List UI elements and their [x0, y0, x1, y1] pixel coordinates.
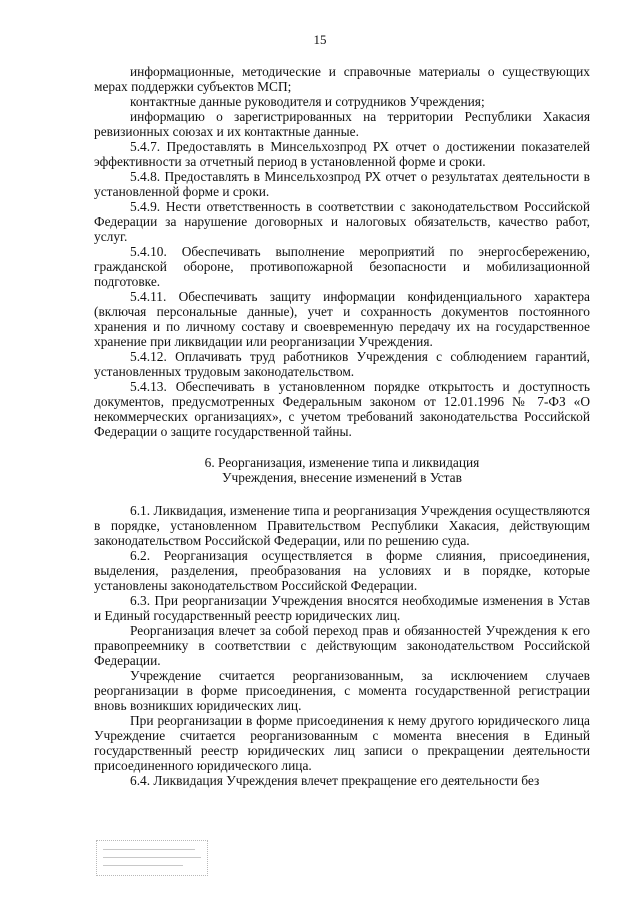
section-heading-line-2: Учреждения, внесение изменений в Устав	[222, 470, 462, 485]
section-paragraph: 6.4. Ликвидация Учреждения влечет прекращение его деятельности без	[130, 773, 540, 788]
paragraph: 5.4.12. Оплачивать труд работников Учреждения с соблюдением гарантий, установленных трудовым законодательством.	[94, 349, 590, 379]
faint-stamp	[96, 840, 208, 876]
section-paragraph: 6.1. Ликвидация, изменение типа и реорганизация Учреждения осуществляются в порядке, установленном Правительством Республики Хакасия, действующим законодательством Российской Федерации, или по решению суда.	[94, 503, 590, 548]
section-paragraph: Реорганизация влечет за собой переход прав и обязанностей Учреждения к его правопреемнику в соответствии с действующим законодательством Российской Федерации.	[94, 623, 590, 668]
section-paragraph: Учреждение считается реорганизованным, за исключением случаев реорганизации в форме присоединения, с момента государственной регистрации вновь возникших юридических лиц.	[94, 668, 590, 713]
section-paragraph: 6.2. Реорганизация осуществляется в форме слияния, присоединения, выделения, разделения, преобразования на условиях и в порядке, которые установлены законодательством Российской Федерации.	[94, 548, 590, 593]
paragraph: информационные, методические и справочные материалы о существующих мерах поддержки субъектов МСП;	[94, 64, 590, 94]
paragraph: 5.4.10. Обеспечивать выполнение мероприятий по энергосбережению, гражданской обороне, противопожарной безопасности и мобилизационной подготовке.	[94, 244, 590, 289]
section-paragraph: При реорганизации в форме присоединения к нему другого юридического лица Учреждение считается реорганизованным с момента внесения в Единый государственный реестр юридических лиц записи о прекращении деятельности присоединенного юридического лица.	[94, 713, 590, 773]
document-body	[94, 64, 590, 788]
paragraph: 5.4.7. Предоставлять в Минсельхозпрод РХ отчет о достижении показателей эффективности за отчетный период в установленной форме и сроки.	[94, 139, 590, 169]
section-heading-line-1: 6. Реорганизация, изменение типа и ликвидация	[204, 455, 480, 470]
section-heading	[94, 455, 590, 485]
paragraph: 5.4.11. Обеспечивать защиту информации конфиденциального характера (включая персональные данные), учет и сохранность документов постоянного хранения и по личному составу и своевременную передачу их на государственное хранение при ликвидации или реорганизации Учреждения.	[94, 289, 590, 349]
paragraph: 5.4.8. Предоставлять в Минсельхозпрод РХ отчет о результатах деятельности в установленной форме и сроки.	[94, 169, 590, 199]
paragraph: информацию о зарегистрированных на территории Республики Хакасия ревизионных союзах и их контактные данные.	[94, 109, 590, 139]
paragraph: контактные данные руководителя и сотрудников Учреждения;	[130, 94, 485, 109]
paragraph: 5.4.9. Нести ответственность в соответствии с законодательством Российской Федерации за нарушение договорных и налоговых обязательств, качество работ, услуг.	[94, 199, 590, 244]
page-number: 15	[313, 32, 327, 47]
section-paragraph: 6.3. При реорганизации Учреждения вносятся необходимые изменения в Устав и Единый государственный реестр юридических лиц.	[94, 593, 590, 623]
paragraph: 5.4.13. Обеспечивать в установленном порядке открытость и доступность документов, предусмотренных Федеральным законом от 12.01.1996 № 7-ФЗ «О некоммерческих организациях», с учетом требований законодательства Российской Федерации о защите государственной тайны.	[94, 379, 590, 439]
